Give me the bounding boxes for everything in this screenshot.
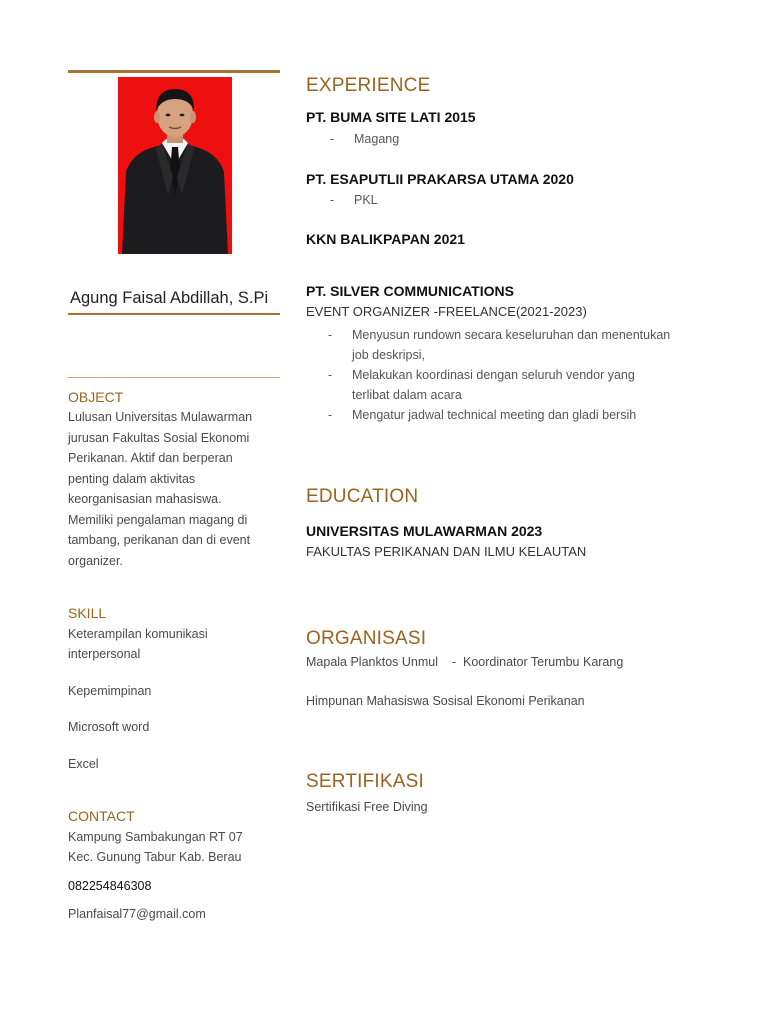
job-detail-list [330, 190, 378, 210]
object-line: keorganisasian mahasiswa. [68, 492, 222, 506]
object-line: jurusan Fakultas Sosial Ekonomi [68, 430, 250, 445]
object-line: organizer. [68, 553, 123, 568]
profile-photo [118, 77, 232, 254]
object-line: tambang, perikanan dan di event [68, 533, 251, 547]
object-line: Perikanan. Aktif dan berperan [68, 451, 233, 465]
sertifikasi-item: Sertifikasi Free Diving [306, 800, 428, 814]
job-detail-list [330, 129, 399, 149]
sertifikasi-heading: SERTIFIKASI [306, 771, 424, 792]
job-duty-line: - Melakukan koordinasi dengan seluruh vendor yang [352, 368, 635, 382]
skill-item: Excel [68, 757, 99, 771]
top-rule [68, 70, 280, 73]
skill-item: Microsoft word [68, 720, 150, 734]
job-title: PT. BUMA SITE LATI 2015 [306, 109, 476, 125]
job-title: PT. ESAPUTLII PRAKARSA UTAMA 2020 [306, 171, 574, 187]
skill-heading: SKILL [68, 605, 107, 621]
job-duty-list [328, 325, 728, 425]
organisasi-item: Himpunan Mahasiswa Sosisal Ekonomi Perikanan [306, 694, 585, 708]
education-school: UNIVERSITAS MULAWARMAN 2023 [306, 523, 543, 539]
job-duty [328, 365, 728, 405]
contact-phone: 082254846308 [68, 879, 152, 893]
job-title: PT. SILVER COMMUNICATIONS [306, 283, 514, 299]
job-detail: - Magang [330, 129, 399, 149]
contact-email[interactable]: Planfaisal77@gmail.com [68, 907, 206, 921]
organisasi-item: Mapala Planktos Unmul - Koordinator Terumbu Karang [306, 655, 624, 669]
education-faculty: FAKULTAS PERIKANAN DAN ILMU KELAUTAN [306, 544, 587, 559]
experience-heading: EXPERIENCE [306, 75, 431, 96]
job-title: KKN BALIKPAPAN 2021 [306, 231, 465, 247]
skill-item: Keterampilan komunikasi [68, 627, 208, 641]
education-heading: EDUCATION [306, 486, 419, 507]
contact-heading: CONTACT [68, 808, 135, 824]
job-duty [328, 325, 728, 365]
skill-item: Kepemimpinan [68, 684, 152, 698]
profile-name: Agung Faisal Abdillah, S.Pi [70, 289, 269, 307]
skill-item: interpersonal [68, 647, 141, 661]
object-divider [68, 377, 280, 378]
job-duty-line: - Mengatur jadwal technical meeting dan gladi bersih [352, 408, 637, 422]
object-line: Memiliki pengalaman magang di [68, 512, 248, 527]
job-duty-line: job deskripsi, [352, 348, 425, 362]
job-detail: - PKL [330, 190, 378, 210]
name-underline [68, 313, 280, 315]
contact-address-line: Kec. Gunung Tabur Kab. Berau [68, 850, 242, 864]
job-duty [328, 405, 728, 425]
job-duty-line: - Menyusun rundown secara keseluruhan dan menentukan [352, 328, 671, 342]
organisasi-heading: ORGANISASI [306, 628, 427, 649]
contact-address-line: Kampung Sambakungan RT 07 [68, 830, 243, 844]
object-line: Lulusan Universitas Mulawarman [68, 410, 253, 424]
object-line: penting dalam aktivitas [68, 471, 196, 486]
object-text [68, 407, 283, 571]
job-role: EVENT ORGANIZER -FREELANCE(2021-2023) [306, 304, 587, 319]
job-duty-line: terlibat dalam acara [352, 388, 462, 402]
object-heading: OBJECT [68, 389, 124, 405]
